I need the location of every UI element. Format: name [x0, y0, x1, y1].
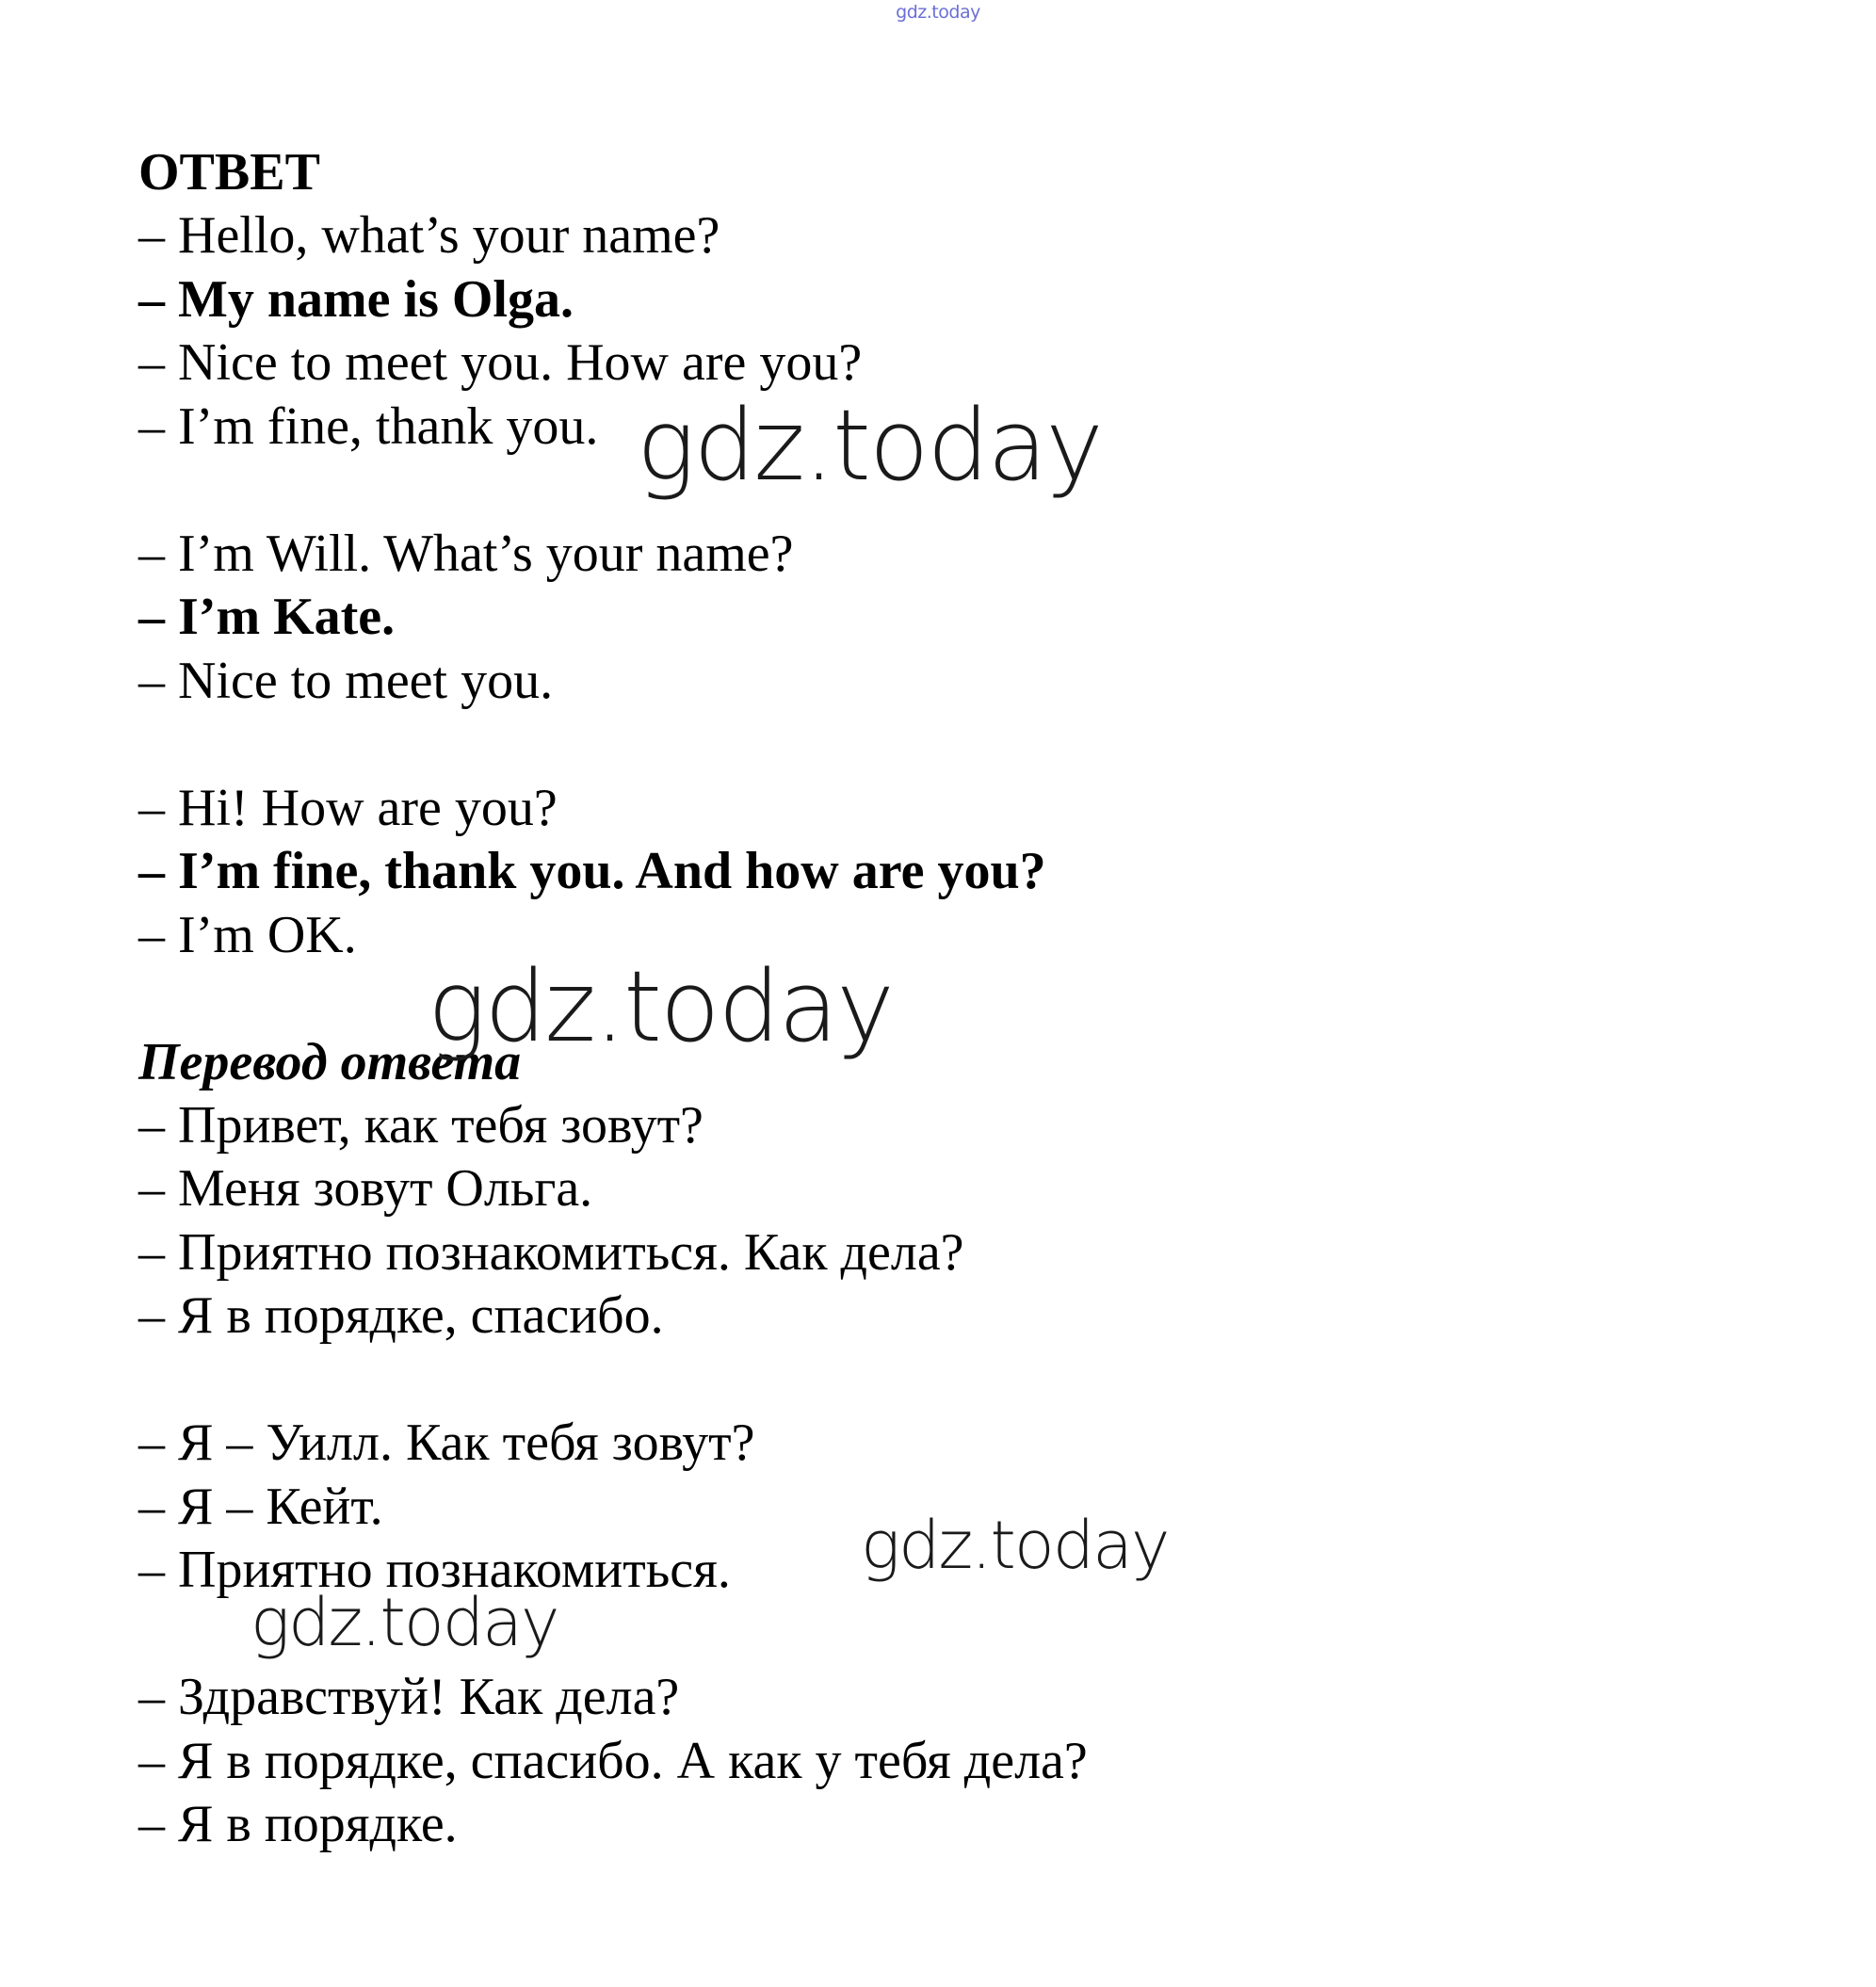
translation-line: – Я в порядке, спасибо.	[138, 1286, 664, 1345]
dialog-line: – My name is Olga.	[138, 269, 574, 329]
dialog-line: – I’m OK.	[138, 905, 357, 964]
dialog-line: – Nice to meet you. How are you?	[138, 333, 863, 392]
translation-line: – Меня зовут Ольга.	[138, 1159, 593, 1218]
watermark-text: gdz.today	[251, 1584, 558, 1661]
answer-heading: ОТВЕТ	[138, 143, 320, 202]
dialog-line: – I’m fine, thank you. And how are you?	[138, 842, 1046, 900]
translation-line: – Я – Кейт.	[138, 1477, 383, 1536]
dialog-line: – I’m Will. What’s your name?	[138, 524, 794, 583]
translation-line: – Приятно познакомиться.	[138, 1541, 731, 1599]
watermark-text: gdz.today	[428, 949, 893, 1064]
translation-line: – Привет, как тебя зовут?	[138, 1095, 704, 1155]
translation-heading: Перевод ответа	[138, 1032, 522, 1091]
dialog-line: – Hello, what’s your name?	[138, 206, 720, 265]
dialog-line: – Hi! How are you?	[138, 778, 558, 837]
spacer	[138, 713, 1645, 777]
translation-line: – Я – Уилл. Как тебя зовут?	[138, 1414, 755, 1472]
dialog-line: – I’m Kate.	[138, 588, 396, 646]
watermark-text: gdz.today	[861, 1507, 1169, 1584]
translation-line: – Приятно познакомиться. Как дела?	[138, 1222, 964, 1282]
dialog-line: – Nice to meet you.	[138, 651, 554, 710]
translation-line: – Я в порядке, спасибо. А как у тебя дела?	[138, 1731, 1088, 1790]
spacer	[138, 1349, 1645, 1413]
translation-line: – Здравствуй! Как дела?	[138, 1668, 680, 1726]
header-watermark: gdz.today	[896, 2, 980, 23]
dialog-line: – I’m fine, thank you.	[138, 396, 599, 456]
translation-line: – Я в порядке.	[138, 1795, 458, 1853]
watermark-text: gdz.today	[637, 388, 1102, 503]
